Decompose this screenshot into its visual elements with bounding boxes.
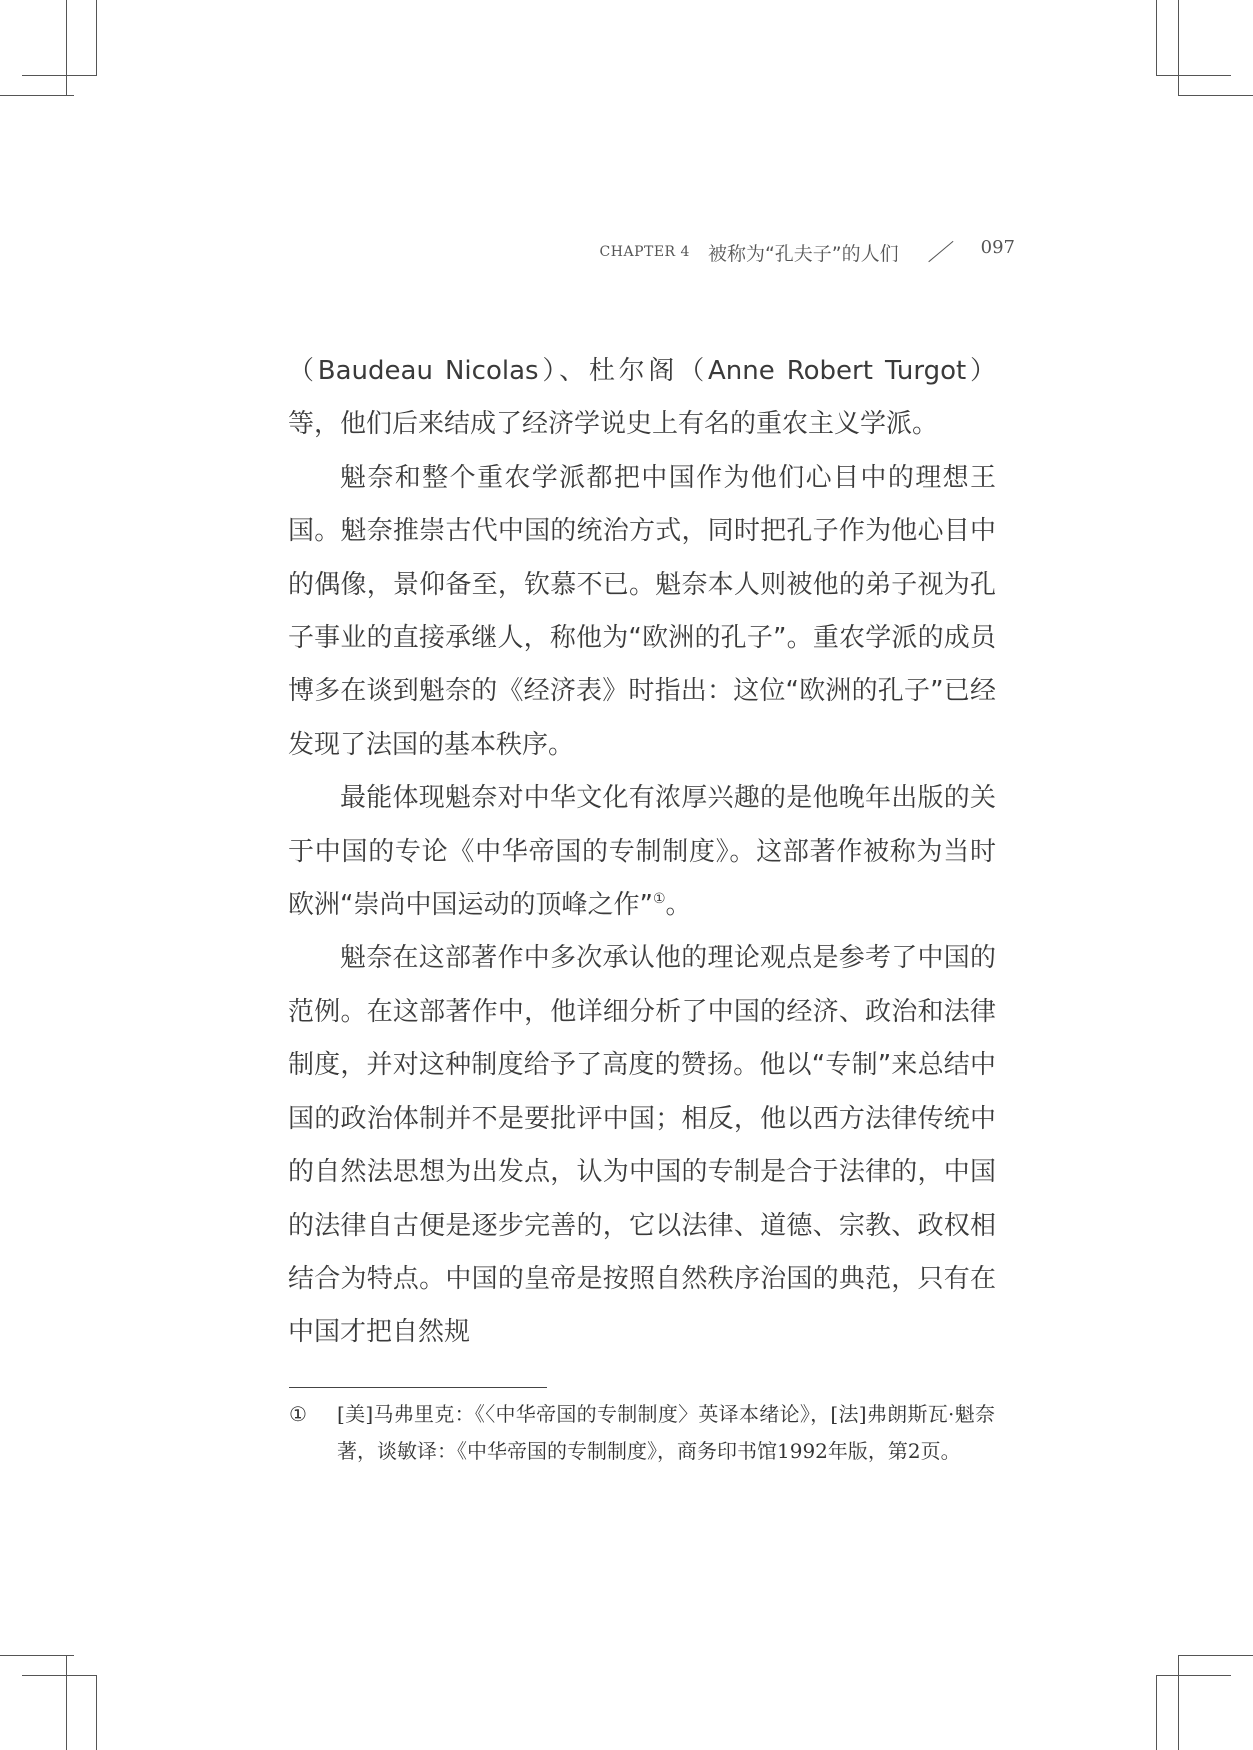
footnote-reference[interactable]: ① bbox=[652, 891, 666, 908]
paragraph: 最能体现魁奈对中华文化有浓厚兴趣的是他晚年出版的关于中国的专论《中华帝国的专制制度》。这部著作被称为当时欧洲“崇尚中国运动的顶峰之作”①。 bbox=[288, 783, 996, 921]
running-header bbox=[600, 238, 1015, 266]
crop-mark bbox=[1178, 0, 1179, 95]
crop-mark bbox=[1178, 95, 1253, 96]
crop-mark bbox=[22, 75, 97, 76]
paragraph: （Baudeau Nicolas）、杜尔阁（Anne Robert Turgot）等，他们后来结成了经济学说史上有名的重农主义学派。 bbox=[288, 356, 996, 440]
paragraph: 魁奈和整个重农学派都把中国作为他们心目中的理想王国。魁奈推崇古代中国的统治方式，同时把孔子作为他心目中的偶像，景仰备至，钦慕不已。魁奈本人则被他的弟子视为孔子事业的直接承继人，称他为“欧洲的孔子”。重农学派的成员博多在谈到魁奈的《经济表》时指出：这位“欧洲的孔子”已经发现了法国的基本秩序。 bbox=[288, 462, 996, 760]
crop-mark bbox=[22, 1675, 97, 1676]
crop-mark bbox=[66, 0, 67, 95]
chapter-label: CHAPTER 4 bbox=[599, 244, 690, 260]
footnote bbox=[289, 1396, 995, 1470]
crop-mark bbox=[1156, 1675, 1231, 1676]
body-text bbox=[288, 345, 996, 1360]
crop-mark bbox=[1156, 75, 1231, 76]
crop-mark bbox=[66, 1655, 67, 1750]
paragraph: 魁奈在这部著作中多次承认他的理论观点是参考了中国的范例。在这部著作中，他详细分析了中国的经济、政治和法律制度，并对这种制度给予了高度的赞扬。他以“专制”来总结中国的政治体制并不是要批评中国；相反，他以西方法律传统中的自然法思想为出发点，认为中国的专制是合于法律的，中国的法律自古便是逐步完善的，它以法律、道德、宗教、政权相结合为特点。中国的皇帝是按照自然秩序治国的典范，只有在中国才把自然规 bbox=[288, 943, 996, 1348]
chapter-title: 被称为“孔夫子”的人们 bbox=[707, 242, 899, 265]
crop-mark bbox=[0, 95, 74, 96]
footnote-rule bbox=[289, 1387, 547, 1388]
footnote-marker: ① bbox=[289, 1402, 307, 1426]
crop-mark bbox=[1156, 0, 1157, 75]
page-number: 097 bbox=[980, 236, 1015, 258]
footnote-text: [美]马弗里克：《〈中华帝国的专制制度〉英译本绪论》，[法]弗朗斯瓦·魁奈著，谈敏译：《中华帝国的专制制度》，商务印书馆1992年版，第2页。 bbox=[337, 1402, 995, 1463]
crop-mark bbox=[1156, 1675, 1157, 1750]
header-divider bbox=[923, 238, 957, 266]
crop-mark bbox=[1178, 1655, 1253, 1656]
crop-mark bbox=[1178, 1655, 1179, 1750]
crop-mark bbox=[0, 1655, 74, 1656]
crop-mark bbox=[96, 1675, 97, 1750]
crop-mark bbox=[96, 0, 97, 75]
